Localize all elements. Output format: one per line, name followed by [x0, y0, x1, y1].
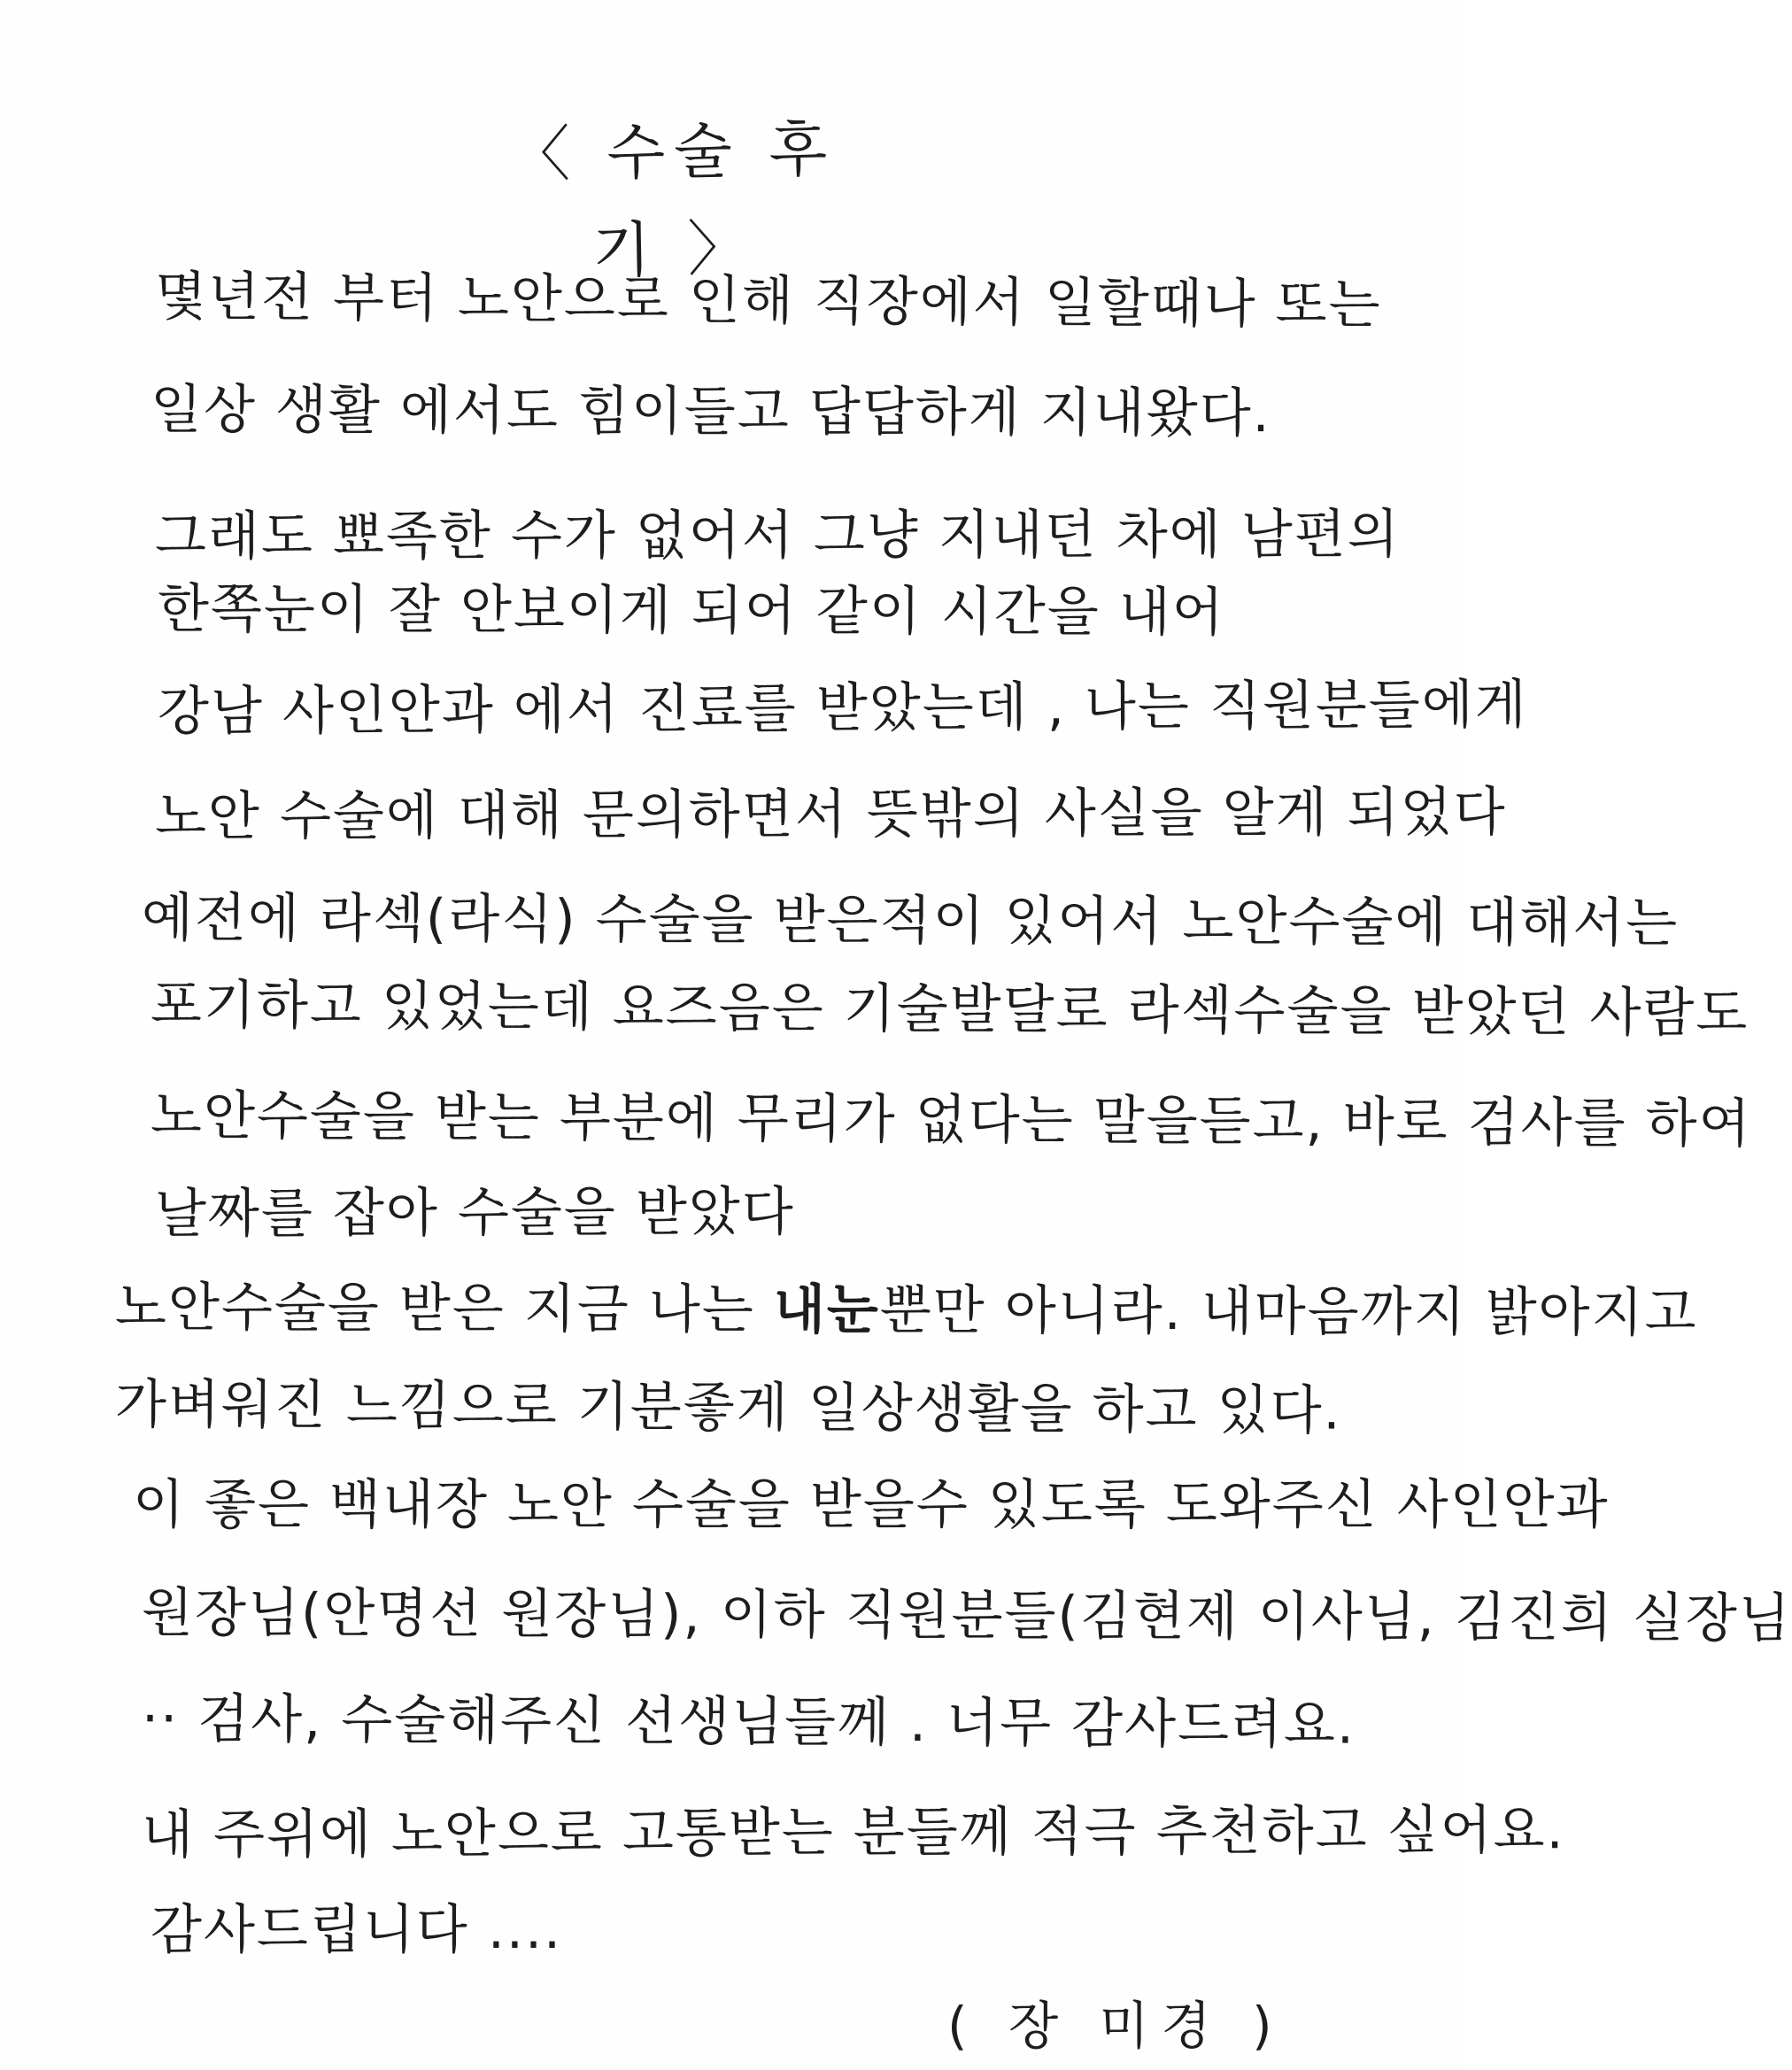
letter-line: 가벼워진 느낌으로 기분좋게 일상생활을 하고 있다. [114, 1373, 1342, 1442]
author-signature: ( 장 미경 ) [947, 1996, 1285, 2056]
letter-line: 일상 생활 에서도 힘이들고 답답하게 지내왔다. [150, 378, 1271, 445]
letter-line: 감사드립니다 .... [151, 1899, 563, 1961]
letter-title: 〈 수술 후기 〉 [509, 114, 837, 287]
letter-line-end: 뿐만 아니라. 내마음까지 밝아지고 [879, 1278, 1698, 1345]
letter-line: 원장님(안명선 원장님), 이하 직원분들(김현제 이사님, 김진희 실장님 [141, 1581, 1792, 1650]
letter-line: 날짜를 잡아 수술을 받았다 [154, 1180, 795, 1246]
emphasized-word: 내눈 [773, 1278, 880, 1341]
letter-line: ·· 검사, 수술해주신 선생님들께 . 너무 감사드려요. [141, 1688, 1356, 1757]
letter-line: 포기하고 있었는데 요즈음은 기술발달로 라섹수술을 받았던 사람도 [150, 974, 1750, 1045]
letter-line: 내 주위에 노안으로 고통받는 분들께 적극 추천하고 싶어요. [141, 1799, 1565, 1866]
letter-line: 이 좋은 백내장 노안 수술을 받을수 있도록 도와주신 사인안과 [133, 1474, 1610, 1536]
letter-line-start: 노안수술을 받은 지금 나는 [114, 1276, 774, 1341]
letter-line [115, 1272, 1698, 1348]
letter-line: 강남 사인안과 에서 진료를 받았는데 , 나는 직원분들에게 [157, 673, 1528, 744]
letter-line: 몇년전 부터 노안으로 인해 직장에서 일할때나 또는 [154, 266, 1382, 336]
letter-line: 한쪽눈이 잘 안보이게 되어 같이 시간을 내어 [157, 577, 1225, 645]
letter-line: 노안수술을 받는 부분에 무리가 없다는 말을듣고, 바로 검사를 하여 [150, 1085, 1752, 1155]
letter-line: 노안 수술에 대해 문의하면서 뜻밖의 사실을 알게 되었다 [154, 781, 1507, 848]
letter-line: 그래도 뾰족한 수가 없어서 그냥 지내던 차에 남편의 [154, 503, 1401, 568]
letter-line: 예전에 라섹(라식) 수술을 받은적이 있어서 노안수술에 대해서는 [141, 886, 1680, 955]
